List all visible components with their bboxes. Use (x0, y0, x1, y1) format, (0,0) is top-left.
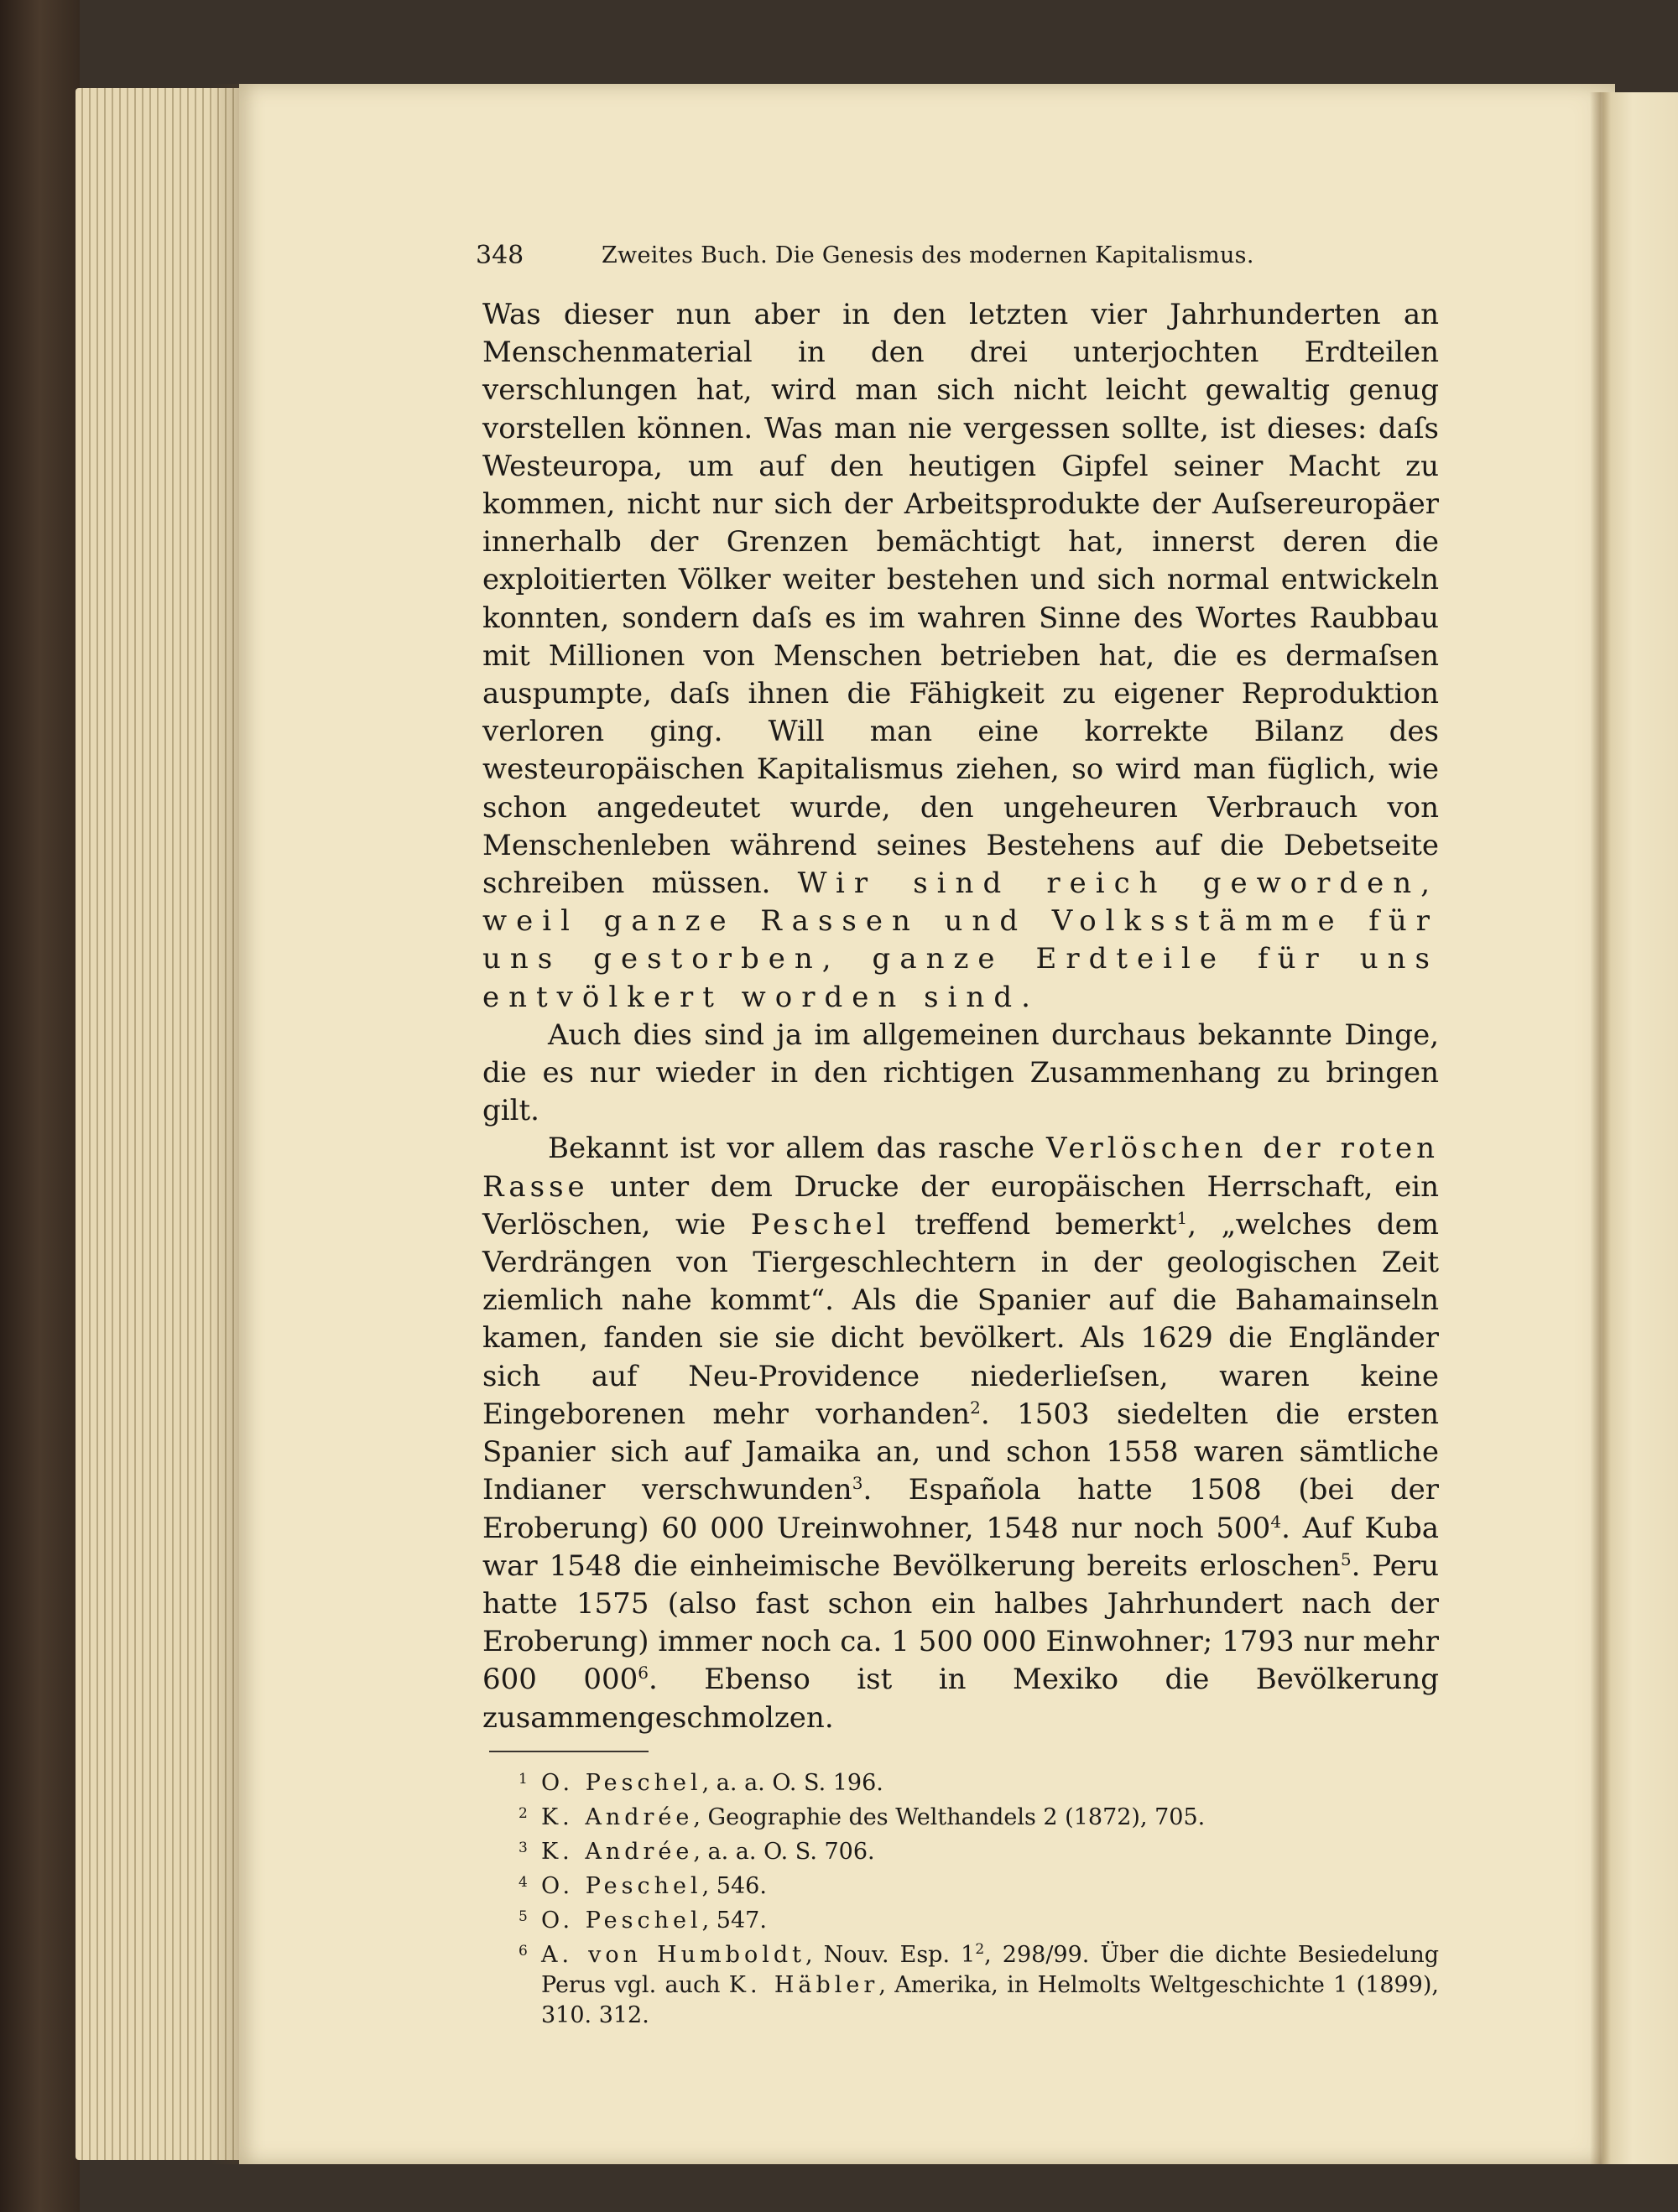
footnote-superscript: 2 (975, 1940, 985, 1958)
p3-spaced-2: Peschel (750, 1207, 890, 1241)
spaced-emphasis: Wir sind reich geworden, weil ganze Rassen und Volksstämme für uns gestorben, ganze Erdteile für uns entvölkert worden sind. (482, 867, 1439, 1014)
paragraph-2: Auch dies sind ja im allgemeinen durchaus bekannte Dinge, die es nur wieder in den richtigen Zusammenhang zu bringen gilt. (482, 1018, 1439, 1128)
p3-text-5: . 1503 siedelten die ersten Spanier sich auf Jamaika an, und schon 1558 waren sämtliche Indianer verschwunden (482, 1397, 1439, 1507)
footnote-author: O. Peschel (541, 1769, 702, 1796)
p3-text-9: . Ebenso ist in Mexiko die Bevölkerung zusammengeschmolzen. (482, 1663, 1439, 1735)
running-head: Zweites Buch. Die Genesis des modernen Kapitalismus. (602, 242, 1254, 268)
p3-text-4: , „welches dem Verdrängen von Tiergeschlechtern in der geologischen Zeit ziemlich nahe kommt“. Als die Spanier auf die Bahamainseln kamen, fanden sie sie dicht bevölkert. Als 1629 die Engländer sich auf Neu-Providence niederlieſsen, waren keine Eingeborenen mehr vorhanden (482, 1207, 1439, 1431)
page-gutter (1590, 92, 1611, 2164)
footnote-author: O. Peschel (541, 1907, 702, 1934)
footnote-author: A. von Humboldt (541, 1941, 805, 1968)
page-number: 348 (476, 241, 524, 270)
p3-text-1: Bekannt ist vor allem das rasche (548, 1132, 1035, 1166)
next-page-sliver (1602, 92, 1678, 2164)
footnote-text-2: , 298/99. Über die dichte Besiedelung Perus vgl. auch (541, 1941, 1439, 1998)
p3-text-2: unter dem Drucke der europäischen Herrschaft, ein Verlöschen, wie (482, 1169, 1439, 1241)
footnote-4 (482, 1867, 1439, 1902)
footnote-text: , a. a. O. S. 706. (693, 1838, 875, 1865)
footnote-number: 6 (519, 1942, 528, 1960)
footnote-number: 5 (519, 1908, 528, 1925)
footnote-number: 3 (519, 1839, 528, 1856)
page-edges-shadow (210, 84, 243, 2164)
p3-text-3: treffend bemerkt (915, 1207, 1177, 1241)
footnote-text: , Nouv. Esp. 1 (805, 1941, 976, 1968)
footnote-author: O. Peschel (541, 1872, 702, 1899)
footnote-text: , Geographie des Welthandels 2 (1872), 705. (693, 1803, 1206, 1830)
paragraph-3 (482, 1130, 1439, 1736)
paragraph-1-text: Was dieser nun aber in den letzten vier Jahrhunderten an Menschenmaterial in den drei unterjochten Erdteilen verschlungen hat, wird man sich nicht leicht gewaltig genug vorstellen können. Was man nie vergessen sollte, ist dieses: daſs Westeuropa, um auf den heutigen Gipfel seiner Macht zu kommen, nicht nur sich der Arbeitsprodukte der Auſsereuropäer innerhalb der Grenzen bemächtigt hat, innerst deren die exploitierten Völker weiter bestehen und sich normal entwickeln konnten, sondern daſs es im wahren Sinne des Wortes Raubbau mit Millionen von Menschen betrieben hat, die es dermaſsen auspumpte, daſs ihnen die Fähigkeit zu eigener Reproduktion verloren ging. Will man eine korrekte Bilanz des westeuropäischen Kapitalismus ziehen, so wird man füglich, wie schon angedeutet wurde, den ungeheuren Verbrauch von Menschenleben während seines Bestehens auf die Debetseite schreiben müssen. (482, 298, 1439, 901)
footnote-text: , 547. (701, 1907, 767, 1934)
p3-text-7: . Auf Kuba war 1548 die einheimische Bevölkerung bereits erloschen (482, 1511, 1439, 1583)
footnote-number: 1 (519, 1770, 528, 1788)
footnote-ref-1: 1 (1176, 1207, 1188, 1228)
p3-text-8: . Peru hatte 1575 (also fast schon ein halbes Jahrhundert nach der Eroberung) immer noch ca. 1 500 000 Einwohner; 1793 nur mehr 600 000 (482, 1548, 1439, 1697)
footnote-number: 4 (519, 1873, 528, 1891)
footnote-6 (482, 1936, 1439, 2031)
footnote-ref-5: 5 (1340, 1548, 1352, 1569)
footnote-3 (482, 1833, 1439, 1867)
p3-spaced-1: Verlöschen der roten Rasse (482, 1132, 1440, 1204)
footnote-ref-6: 6 (638, 1663, 649, 1684)
footnote-author-2: K. Häbler (728, 1971, 879, 1998)
footnote-author: K. Andrée (541, 1838, 694, 1865)
footnote-text: , 546. (701, 1872, 767, 1899)
footnote-ref-4: 4 (1270, 1511, 1282, 1532)
footnote-ref-2: 2 (970, 1397, 981, 1418)
footnote-rule (489, 1751, 649, 1752)
footnote-number: 2 (519, 1804, 528, 1822)
footnote-1 (482, 1764, 1439, 1798)
page-content (476, 239, 1440, 2031)
book-cover-edge (0, 0, 80, 2212)
footnote-text-3: , Amerika, in Helmolts Weltgeschichte 1 (1899), 310. 312. (541, 1971, 1439, 2028)
p3-text-6: . Española hatte 1508 (bei der Eroberung) 60 000 Ureinwohner, 1548 nur noch 500 (482, 1473, 1440, 1545)
page-header (476, 239, 1439, 273)
paragraph-1 (482, 296, 1439, 1017)
footnote-5 (482, 1902, 1439, 1936)
footnotes (482, 1764, 1439, 2031)
footnote-ref-3: 3 (852, 1473, 863, 1494)
footnote-author: K. Andrée (541, 1803, 694, 1830)
footnote-text: , a. a. O. S. 196. (701, 1769, 883, 1796)
body-text (482, 296, 1439, 1737)
footnote-2 (482, 1798, 1439, 1833)
